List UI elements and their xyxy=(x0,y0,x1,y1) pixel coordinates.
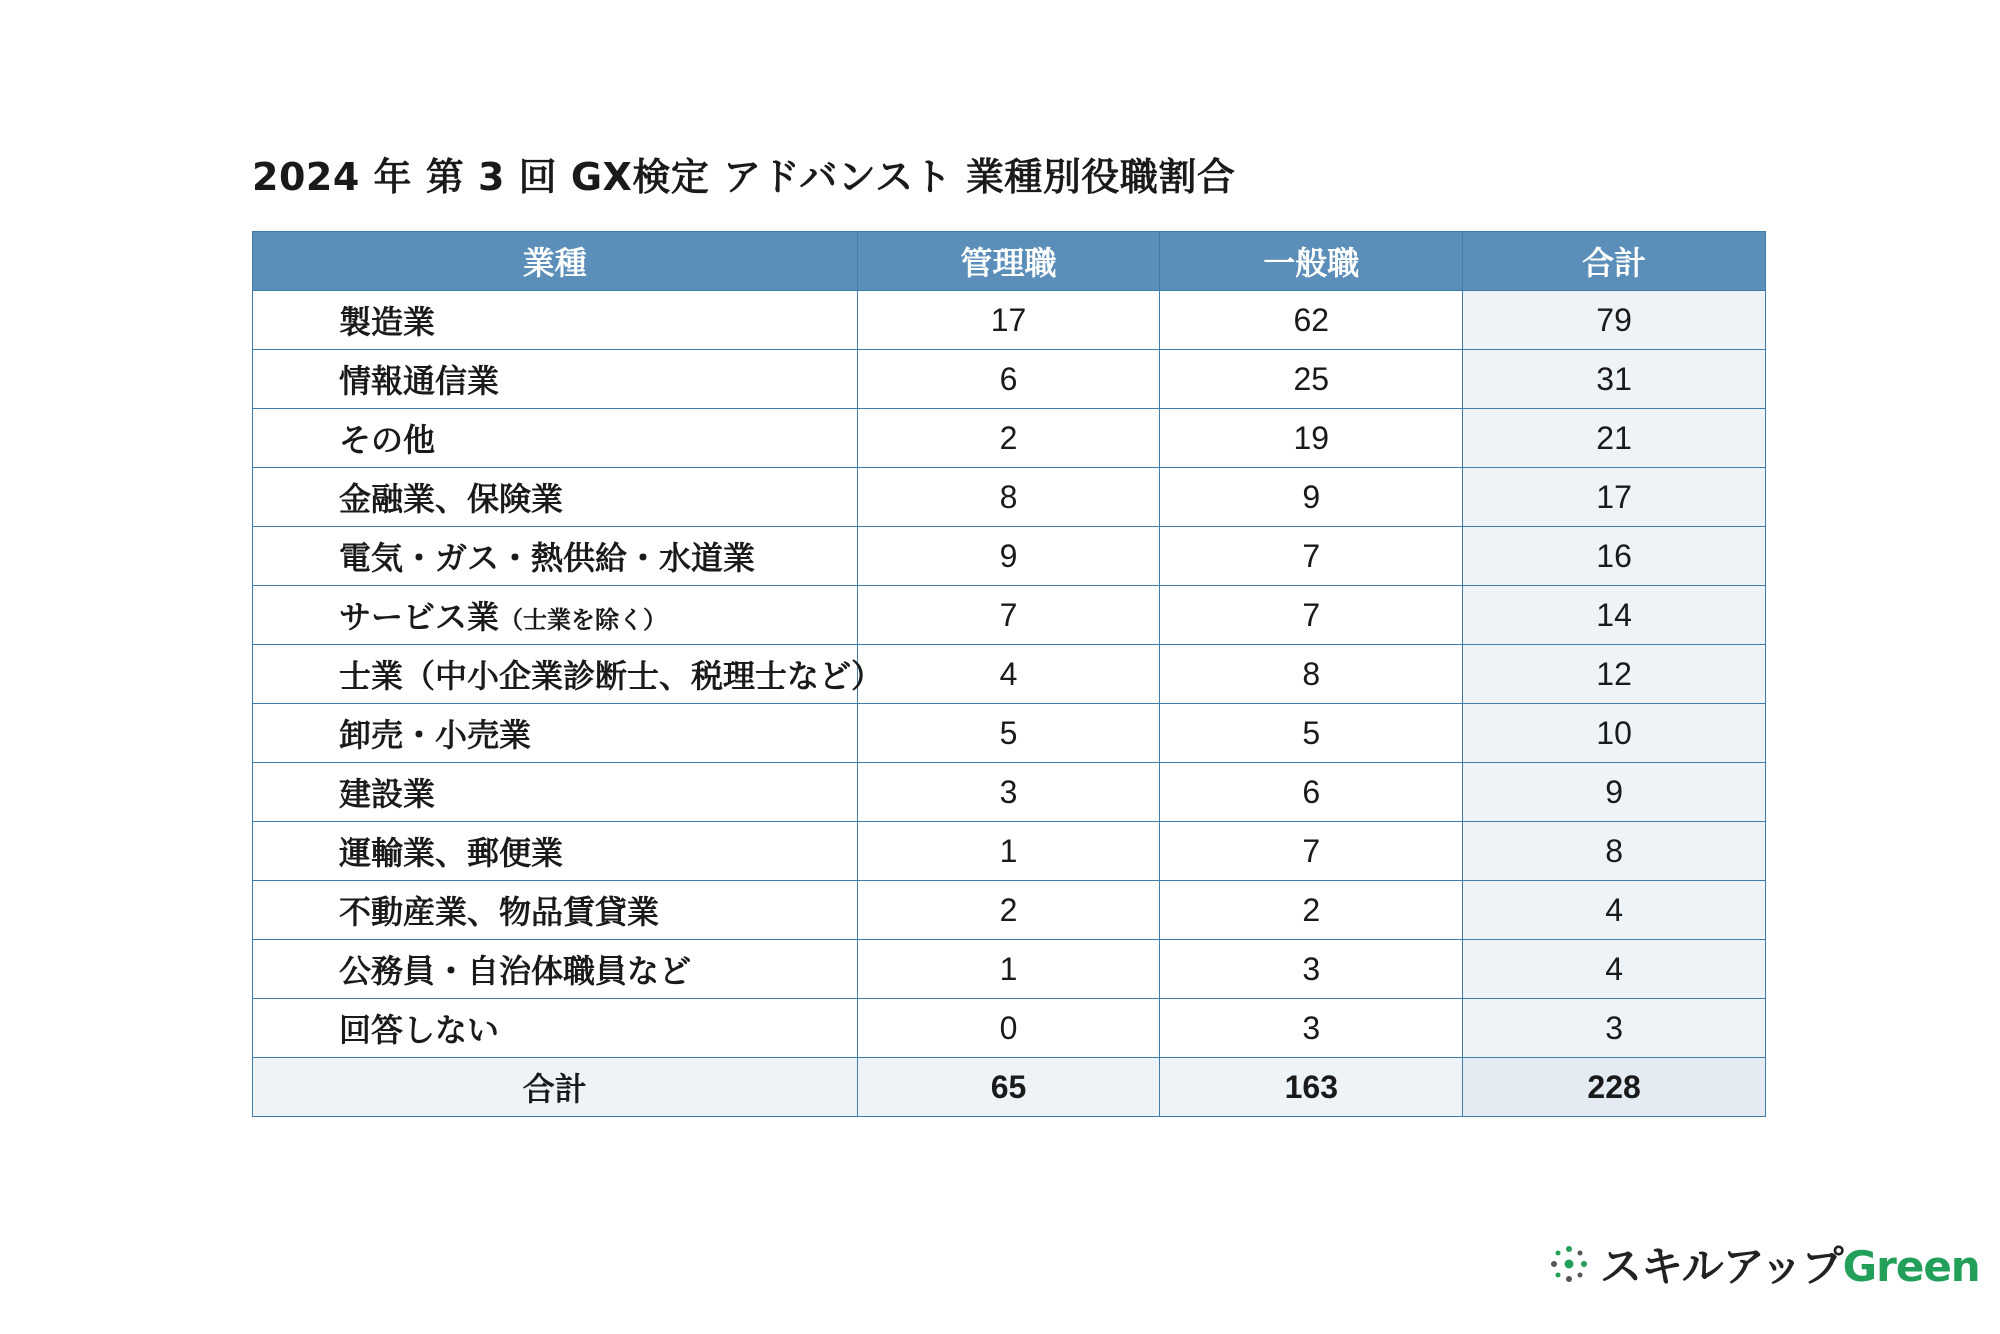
general-cell: 25 xyxy=(1160,350,1463,409)
table-body xyxy=(253,291,1766,1058)
industry-position-table xyxy=(252,231,1766,1117)
industry-cell xyxy=(253,822,858,881)
industry-name: 卸売・小売業 xyxy=(339,716,532,754)
managers-cell: 0 xyxy=(857,999,1160,1058)
total-managers: 65 xyxy=(857,1058,1160,1117)
table-row xyxy=(253,999,1766,1058)
table-header xyxy=(253,232,1766,291)
header-general: 一般職 xyxy=(1160,232,1463,291)
industry-cell xyxy=(253,704,858,763)
industry-cell xyxy=(253,999,858,1058)
industry-cell xyxy=(253,350,858,409)
industry-name: 不動産業、物品賃貸業 xyxy=(339,893,660,931)
logo-text-accent: Green xyxy=(1842,1242,1980,1291)
table-row xyxy=(253,468,1766,527)
industry-cell xyxy=(253,291,858,350)
general-cell: 19 xyxy=(1160,409,1463,468)
industry-cell xyxy=(253,409,858,468)
total-cell: 31 xyxy=(1463,350,1766,409)
table-row xyxy=(253,291,1766,350)
header-total: 合計 xyxy=(1463,232,1766,291)
industry-name: 公務員・自治体職員など xyxy=(339,952,692,990)
general-cell: 7 xyxy=(1160,527,1463,586)
managers-cell: 5 xyxy=(857,704,1160,763)
managers-cell: 1 xyxy=(857,822,1160,881)
total-general: 163 xyxy=(1160,1058,1463,1117)
total-cell: 16 xyxy=(1463,527,1766,586)
total-row xyxy=(253,1058,1766,1117)
general-cell: 3 xyxy=(1160,940,1463,999)
total-cell: 9 xyxy=(1463,763,1766,822)
industry-name: 回答しない xyxy=(339,1011,500,1049)
table-row xyxy=(253,881,1766,940)
table-row xyxy=(253,409,1766,468)
managers-cell: 1 xyxy=(857,940,1160,999)
table-row xyxy=(253,586,1766,645)
industry-name: 運輸業、郵便業 xyxy=(339,834,564,872)
total-cell: 8 xyxy=(1463,822,1766,881)
general-cell: 2 xyxy=(1160,881,1463,940)
general-cell: 5 xyxy=(1160,704,1463,763)
managers-cell: 2 xyxy=(857,881,1160,940)
industry-cell xyxy=(253,586,858,645)
general-cell: 9 xyxy=(1160,468,1463,527)
total-cell: 21 xyxy=(1463,409,1766,468)
table-row xyxy=(253,704,1766,763)
industry-cell xyxy=(253,763,858,822)
industry-cell xyxy=(253,527,858,586)
total-cell: 4 xyxy=(1463,940,1766,999)
total-cell: 3 xyxy=(1463,999,1766,1058)
table-row xyxy=(253,527,1766,586)
industry-name: 士業（中小企業診断士、税理士など） xyxy=(339,657,884,695)
total-row-label: 合計 xyxy=(253,1058,858,1117)
header-row xyxy=(253,232,1766,291)
general-cell: 7 xyxy=(1160,822,1463,881)
general-cell: 62 xyxy=(1160,291,1463,350)
managers-cell: 3 xyxy=(857,763,1160,822)
industry-name: 電気・ガス・熱供給・水道業 xyxy=(339,539,756,577)
logo-text-main: スキルアップ xyxy=(1600,1242,1843,1291)
table-row xyxy=(253,763,1766,822)
page-title: 2024 年 第 3 回 GX検定 アドバンスト 業種別役職割合 xyxy=(252,155,1236,199)
table-row xyxy=(253,350,1766,409)
total-cell: 4 xyxy=(1463,881,1766,940)
grand-total: 228 xyxy=(1463,1058,1766,1117)
managers-cell: 17 xyxy=(857,291,1160,350)
logo-text xyxy=(1600,1234,1980,1294)
industry-name: 建設業 xyxy=(339,775,436,813)
industry-name: 情報通信業 xyxy=(339,362,500,400)
managers-cell: 8 xyxy=(857,468,1160,527)
general-cell: 3 xyxy=(1160,999,1463,1058)
total-cell: 12 xyxy=(1463,645,1766,704)
sparkle-dots-icon xyxy=(1546,1241,1592,1287)
total-cell: 17 xyxy=(1463,468,1766,527)
managers-cell: 6 xyxy=(857,350,1160,409)
table-row xyxy=(253,940,1766,999)
general-cell: 7 xyxy=(1160,586,1463,645)
table-row xyxy=(253,645,1766,704)
managers-cell: 7 xyxy=(857,586,1160,645)
total-cell: 10 xyxy=(1463,704,1766,763)
industry-cell xyxy=(253,940,858,999)
industry-name: 製造業 xyxy=(339,303,436,341)
general-cell: 8 xyxy=(1160,645,1463,704)
brand-logo xyxy=(1546,1234,1980,1294)
total-cell: 79 xyxy=(1463,291,1766,350)
industry-name: 金融業、保険業 xyxy=(339,480,564,518)
header-managers: 管理職 xyxy=(857,232,1160,291)
industry-note: （士業を除く） xyxy=(499,606,668,634)
managers-cell: 4 xyxy=(857,645,1160,704)
managers-cell: 2 xyxy=(857,409,1160,468)
industry-cell xyxy=(253,645,884,704)
table-row xyxy=(253,822,1766,881)
general-cell: 6 xyxy=(1160,763,1463,822)
industry-cell xyxy=(253,881,858,940)
header-industry: 業種 xyxy=(253,232,858,291)
industry-cell xyxy=(253,468,858,527)
managers-cell: 9 xyxy=(857,527,1160,586)
industry-name: その他 xyxy=(339,421,436,459)
industry-name: サービス業 xyxy=(339,598,500,636)
total-cell: 14 xyxy=(1463,586,1766,645)
table-footer xyxy=(253,1058,1766,1117)
